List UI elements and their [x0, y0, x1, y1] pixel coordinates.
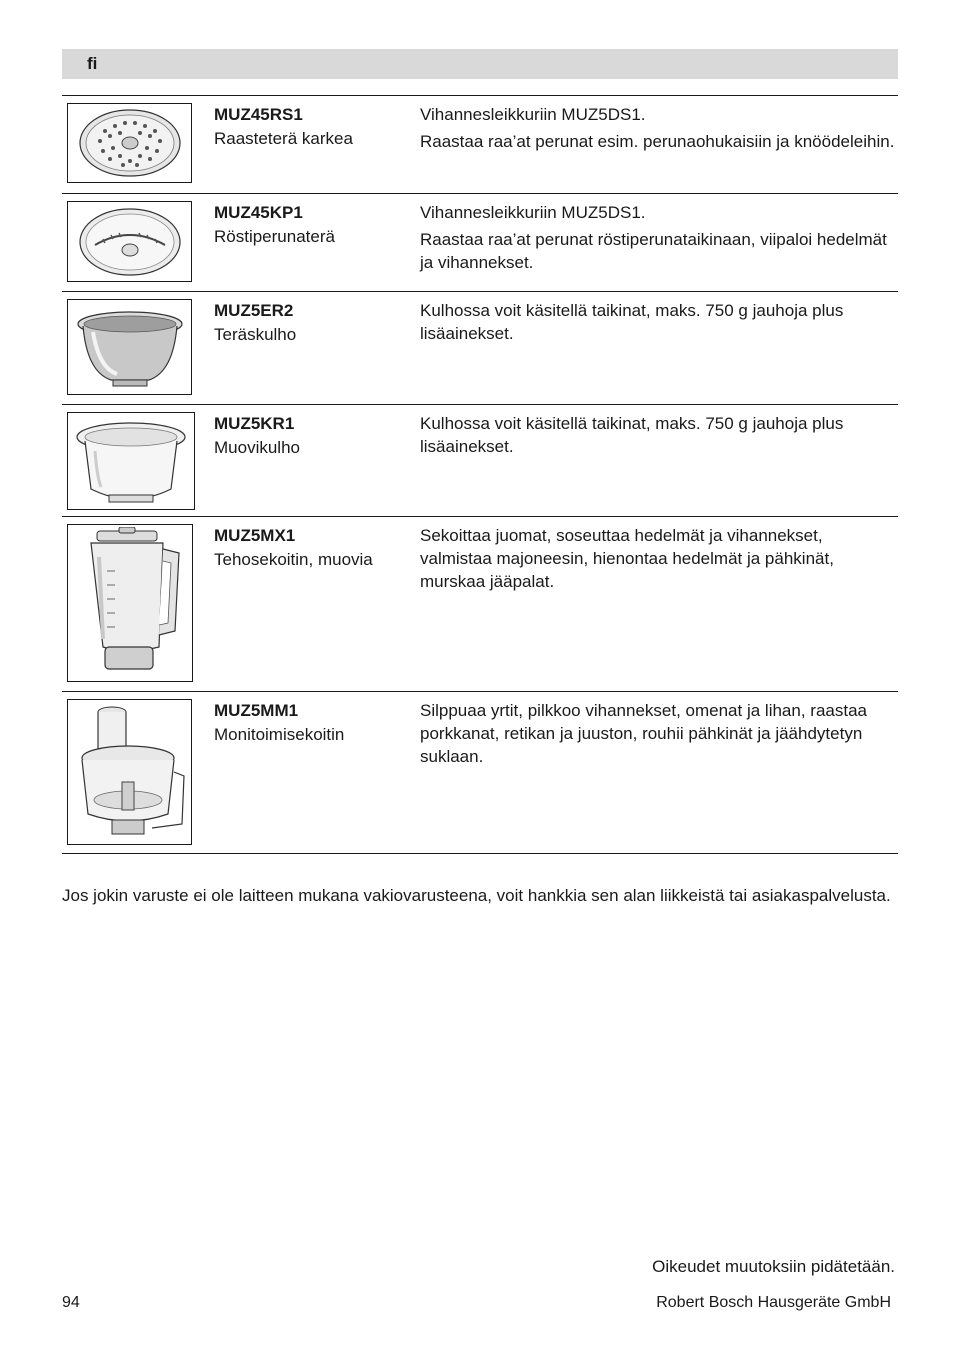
- description-line: Kulhossa voit käsitellä taikinat, maks. 750 g jauhoja plus lisäainekset.: [420, 301, 844, 343]
- potato-rosti-disc-icon: [67, 201, 192, 282]
- model-name: Röstiperunaterä: [214, 227, 335, 246]
- table-row: [62, 95, 898, 193]
- table-row: [62, 516, 898, 691]
- model-code: MUZ45RS1: [214, 105, 303, 124]
- model-description: [420, 699, 898, 772]
- model-code: MUZ5ER2: [214, 301, 294, 320]
- model-code: MUZ5MX1: [214, 526, 296, 545]
- table-row: [62, 691, 898, 854]
- model-code: MUZ45KP1: [214, 203, 303, 222]
- model-name: Muovikulho: [214, 438, 300, 457]
- model-description: [420, 201, 898, 278]
- model-name: Teräskulho: [214, 325, 297, 344]
- plastic-bowl-icon: [67, 412, 195, 510]
- description-line: Vihannesleikkuriin MUZ5DS1.: [420, 105, 646, 124]
- model-description: [420, 299, 898, 349]
- steel-bowl-icon: [67, 299, 192, 395]
- model-code: MUZ5KR1: [214, 414, 295, 433]
- model-info: [214, 524, 414, 572]
- model-info: [214, 412, 414, 460]
- model-description: [420, 103, 898, 157]
- description-line: Sekoittaa juomat, soseuttaa hedelmät ja vihannekset, valmistaa majoneesin, hienontaa hedelmät ja pähkinät, murskaa jääpalat.: [420, 526, 834, 591]
- model-info: [214, 103, 414, 151]
- model-info: [214, 299, 414, 347]
- table-row: [62, 291, 898, 404]
- company-name: Robert Bosch Hausgeräte GmbH: [656, 1294, 891, 1311]
- model-info: [214, 201, 414, 249]
- language-header: [62, 49, 898, 79]
- model-name: Tehosekoitin, muovia: [214, 550, 373, 569]
- model-description: [420, 412, 898, 462]
- description-line: Kulhossa voit käsitellä taikinat, maks. 750 g jauhoja plus lisäainekset.: [420, 414, 844, 456]
- model-name: Monitoimisekoitin: [214, 725, 345, 744]
- model-name: Raasteterä karkea: [214, 129, 353, 148]
- table-row: [62, 193, 898, 291]
- blender-icon: [67, 524, 193, 682]
- description-line: Raastaa raa’at perunat esim. perunaohukaisiin ja knöödeleihin.: [420, 132, 895, 151]
- model-code: MUZ5MM1: [214, 701, 299, 720]
- model-description: [420, 524, 898, 597]
- description-line: Silppuaa yrtit, pilkkoo vihannekset, omenat ja lihan, raastaa porkkanat, retikan ja juuston, rouhii pähkinät ja jäähdytetyn suklaan.: [420, 701, 867, 766]
- page-number: 94: [62, 1294, 80, 1311]
- coarse-grater-disc-icon: [67, 103, 192, 183]
- rights-reserved-text: Oikeudet muutoksiin pidätetään.: [652, 1257, 895, 1276]
- availability-note: Jos jokin varuste ei ole laitteen mukana vakiovarusteena, voit hankkia sen alan liikkeistä tai asiakaspalvelusta.: [62, 886, 891, 905]
- model-info: [214, 699, 414, 747]
- food-processor-icon: [67, 699, 192, 845]
- description-line: Vihannesleikkuriin MUZ5DS1.: [420, 203, 646, 222]
- language-code: fi: [87, 54, 98, 73]
- description-line: Raastaa raa’at perunat röstiperunataikinaan, viipaloi hedelmät ja vihannekset.: [420, 230, 887, 272]
- accessory-table: [62, 95, 898, 854]
- table-row: [62, 404, 898, 516]
